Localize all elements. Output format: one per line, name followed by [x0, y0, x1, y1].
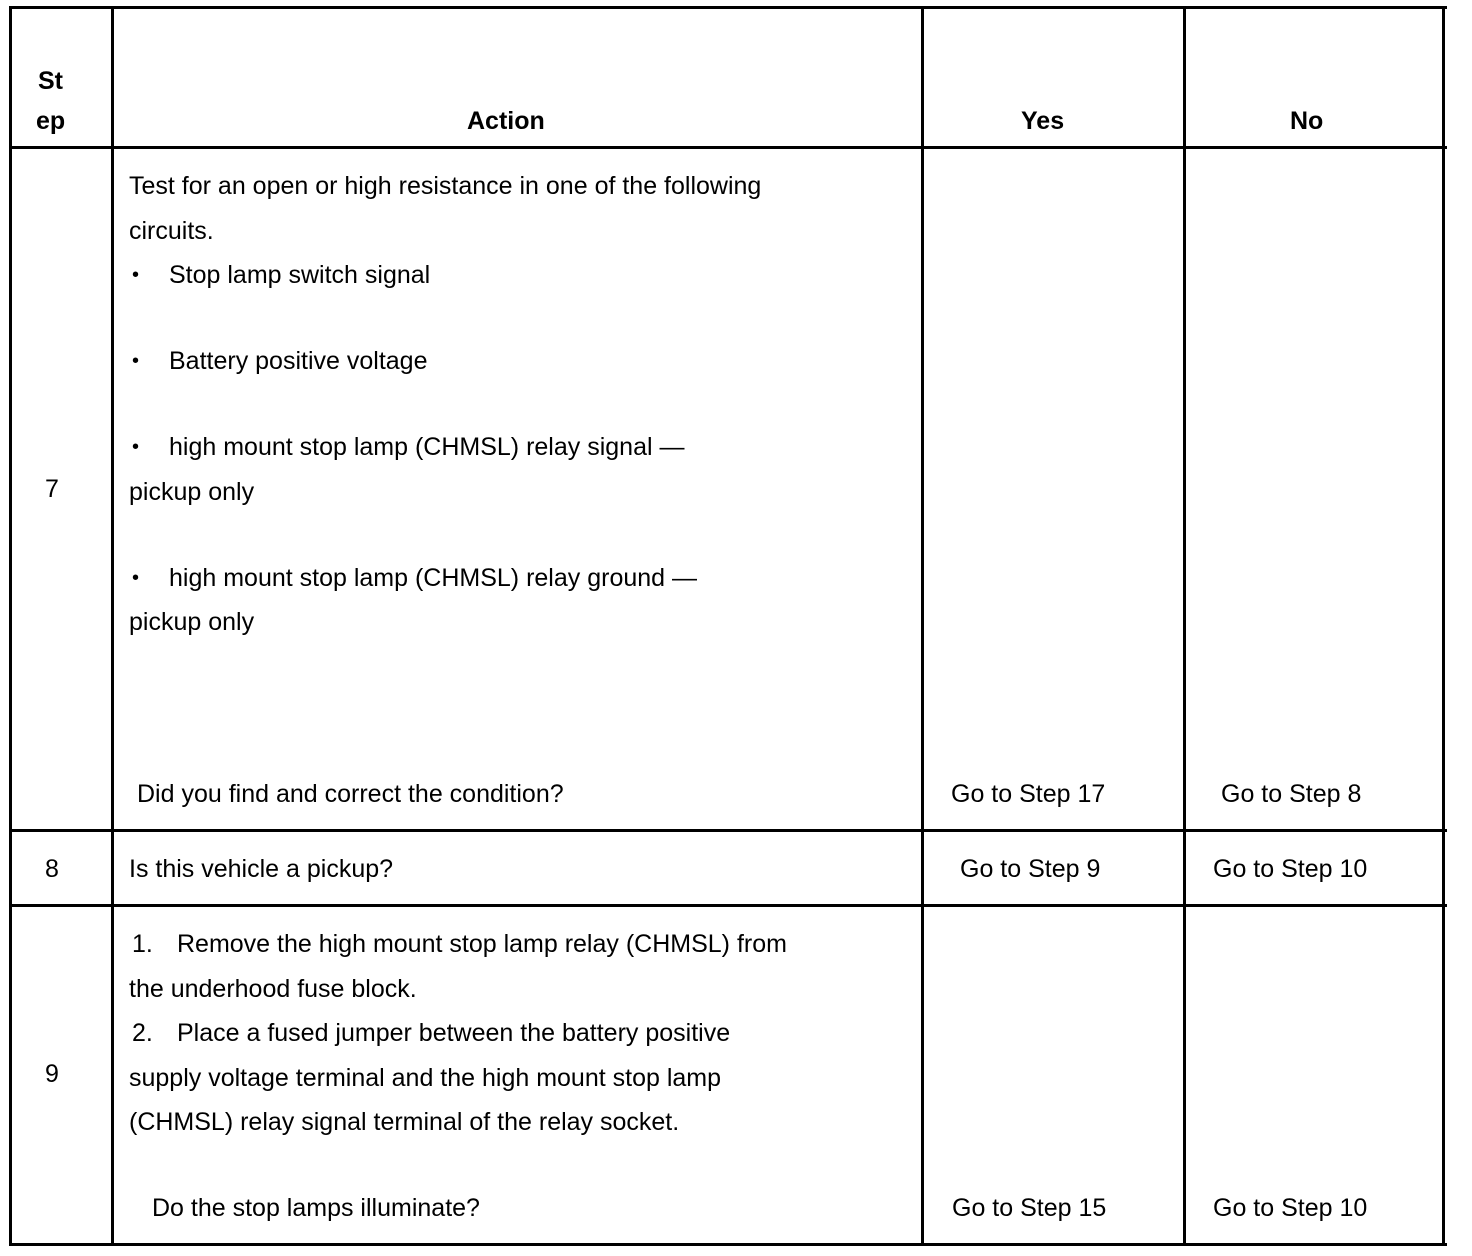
table-border-top: [9, 6, 1447, 9]
header-step-line1: St: [38, 67, 63, 95]
row-9-step: 9: [45, 1060, 59, 1088]
row-9-step2-line1: Place a fused jumper between the battery positive: [177, 1019, 731, 1047]
row-9-step2-line2: supply voltage terminal and the high mount stop lamp: [129, 1064, 722, 1092]
row-7-bullet-4-line2: pickup only: [129, 608, 255, 636]
bullet-icon: •: [132, 350, 140, 372]
row-7-bullet-4-line1: high mount stop lamp (CHMSL) relay ground —: [169, 564, 698, 592]
bullet-icon: •: [132, 436, 140, 458]
row-8-step: 8: [45, 855, 59, 883]
row-7-bullet-1: Stop lamp switch signal: [169, 261, 431, 289]
row-9-step2-num: 2.: [132, 1019, 153, 1047]
header-divider: [9, 146, 1447, 149]
row-7-step: 7: [45, 475, 59, 503]
row-8-no: Go to Step 10: [1213, 855, 1368, 883]
row-7-bullet-3-line1: high mount stop lamp (CHMSL) relay signal —: [169, 433, 685, 461]
header-no: No: [1290, 107, 1324, 135]
row-8-action: Is this vehicle a pickup?: [129, 855, 394, 883]
table-border-right: [1442, 6, 1445, 1246]
bullet-icon: •: [132, 567, 140, 589]
row-7-bullet-3-line2: pickup only: [129, 478, 255, 506]
row-9-yes: Go to Step 15: [952, 1194, 1107, 1222]
bullet-icon: •: [132, 264, 140, 286]
header-action: Action: [467, 107, 545, 135]
row-7-bullet-2: Battery positive voltage: [169, 347, 428, 375]
row-7-intro-line1: Test for an open or high resistance in one of the following: [129, 172, 762, 200]
row-9-step1-num: 1.: [132, 930, 153, 958]
row-9-step1-line1: Remove the high mount stop lamp relay (CHMSL) from: [177, 930, 787, 958]
table-border-bottom: [9, 1243, 1447, 1246]
row-8-yes: Go to Step 9: [960, 855, 1101, 883]
column-divider-yes-no: [1183, 6, 1186, 1246]
row-7-no: Go to Step 8: [1221, 780, 1362, 808]
row-7-question: Did you find and correct the condition?: [137, 780, 564, 808]
row-9-step2-line3: (CHMSL) relay signal terminal of the relay socket.: [129, 1108, 680, 1136]
row-divider-7-8: [9, 829, 1447, 832]
row-9-question: Do the stop lamps illuminate?: [152, 1194, 480, 1222]
row-divider-8-9: [9, 904, 1447, 907]
column-divider-step-action: [111, 6, 114, 1246]
column-divider-action-yes: [921, 6, 924, 1246]
row-7-intro-line2: circuits.: [129, 217, 214, 245]
header-step-line2: ep: [36, 107, 66, 135]
row-9-step1-line2: the underhood fuse block.: [129, 975, 417, 1003]
row-7-yes: Go to Step 17: [951, 780, 1106, 808]
row-9-no: Go to Step 10: [1213, 1194, 1368, 1222]
header-yes: Yes: [1021, 107, 1065, 135]
table-border-left: [9, 6, 12, 1246]
